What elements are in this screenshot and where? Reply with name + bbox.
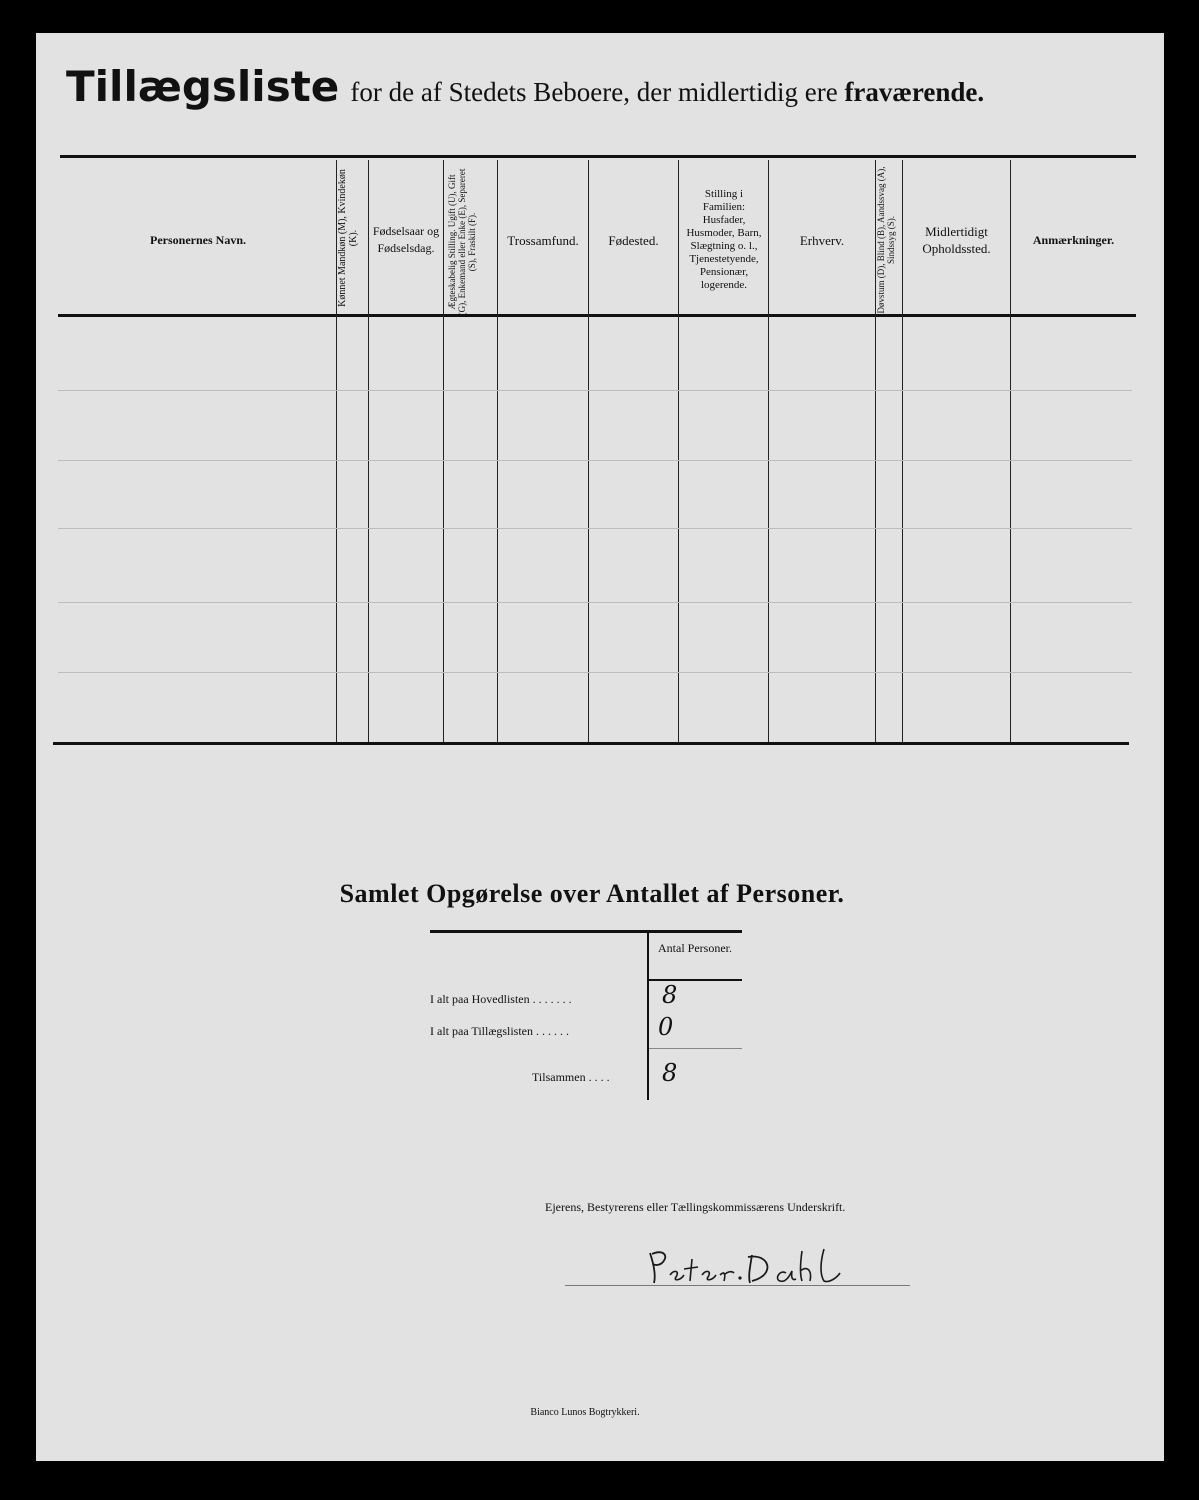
column-header-marital: Ægteskabelig Stilling. Ugift (U), Gift (G), Enkemand eller Enke (E), Separeret (S), Fraskilt (F). — [447, 168, 477, 316]
signature-caption: Ejerens, Bestyrerens eller Tællingskommissærens Underskrift. — [545, 1200, 846, 1214]
summary-row-value: 8 — [662, 981, 678, 1009]
column-header-name: Personernes Navn. — [150, 232, 246, 247]
summary-count-header: Antal Personer. — [658, 941, 732, 955]
signature-handwriting — [640, 1245, 860, 1295]
column-header-temporary-residence: Midlertidigt Opholdssted. — [922, 224, 991, 256]
column-divider — [443, 160, 444, 742]
summary-title: Samlet Opgørelse over Antallet af Personer. — [339, 879, 845, 908]
column-divider — [368, 160, 369, 742]
table-row-line — [58, 390, 1132, 391]
summary-row-value: 0 — [658, 1013, 674, 1041]
column-header-family-position: Stilling i Familien: Husfader, Husmoder, Barn, Slægtning o. l., Tjenestetyende, Pensionær, logerende. — [686, 188, 762, 291]
table-row-line — [58, 460, 1132, 461]
column-header-remarks: Anmærkninger. — [1032, 232, 1115, 247]
column-header-birthplace: Fødested. — [608, 232, 659, 248]
column-header-religion: Trossamfund. — [507, 232, 579, 248]
handwritten-signature — [640, 1245, 860, 1295]
summary-row-label: I alt paa Hovedlisten . . . . . . . — [430, 992, 572, 1006]
summary-row-value: 8 — [662, 1059, 678, 1087]
printer-imprint: Bianco Lunos Bogtrykkeri. — [530, 1407, 640, 1418]
column-divider — [678, 160, 679, 742]
column-header-occupation: Erhverv. — [799, 232, 845, 248]
title-main: Tillægsliste — [66, 62, 340, 111]
form-title — [66, 62, 1126, 111]
column-header-sex: Kønnet Mandkøn (M), Kvindekøn (K). — [337, 169, 359, 307]
column-header-birth: Fødselsaar og Fødselsdag. — [372, 224, 440, 255]
signature-line — [565, 1285, 910, 1286]
summary-sum-rule — [649, 1048, 742, 1049]
table-row-line — [58, 602, 1132, 603]
summary-vertical-rule — [647, 933, 649, 1100]
table-bottom-rule — [53, 742, 1129, 745]
table-row-line — [58, 528, 1132, 529]
table-header-rule — [58, 314, 1136, 317]
column-header-disabilities: Døvstum (D), Blind (B), Aandssvag (A), Sindssyg (S). — [876, 166, 896, 314]
title-sub-bold: fraværende. — [844, 77, 985, 107]
table-row-line — [58, 672, 1132, 673]
table-top-rule — [60, 155, 1136, 158]
title-subtitle — [350, 77, 984, 107]
title-sub-plain: for de af Stedets Beboere, der midlertidig ere — [350, 77, 838, 107]
summary-row-label: I alt paa Tillægslisten . . . . . . — [430, 1024, 570, 1038]
summary-top-rule — [430, 930, 742, 933]
summary-row-label: Tilsammen . . . . — [532, 1070, 610, 1084]
